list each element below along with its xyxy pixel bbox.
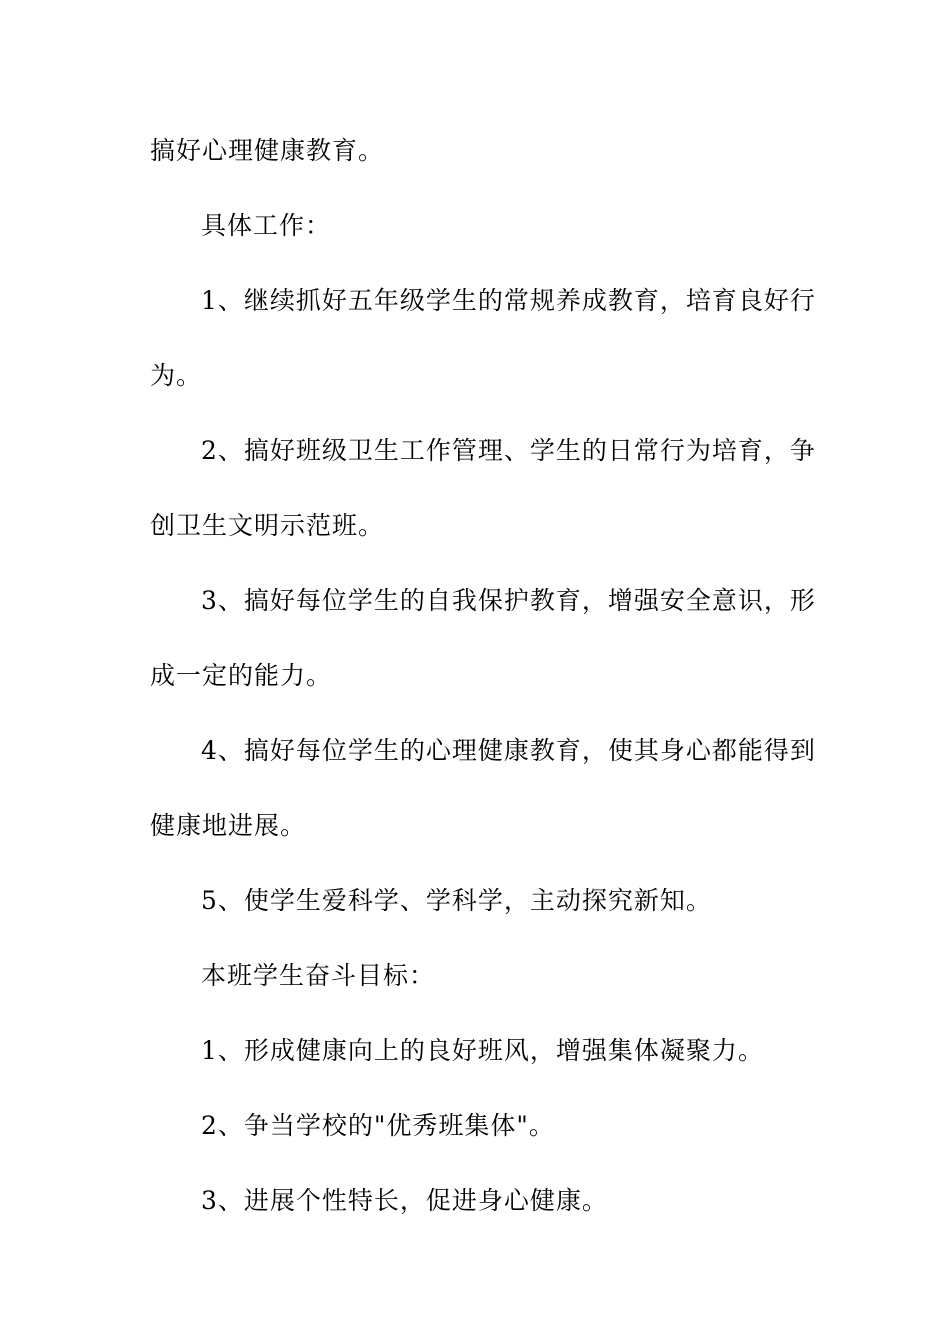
- text-line: 为。: [150, 361, 203, 390]
- text-line: 创卫生文明示范班。: [150, 511, 385, 540]
- text-line: 1、形成健康向上的良好班风，增强集体凝聚力。: [201, 1036, 764, 1065]
- text-line: 4、搞好每位学生的心理健康教育，使其身心都能得到: [201, 736, 816, 765]
- text-line: 2、争当学校的"优秀班集体"。: [201, 1111, 555, 1140]
- text-line: 3、搞好每位学生的自我保护教育，增强安全意识，形: [201, 586, 816, 615]
- text-line: 2、搞好班级卫生工作管理、学生的日常行为培育，争: [201, 436, 816, 465]
- text-line: 1、继续抓好五年级学生的常规养成教育，培育良好行: [201, 286, 816, 315]
- text-line: 搞好心理健康教育。: [150, 136, 385, 165]
- text-line: 3、进展个性特长，促进身心健康。: [201, 1186, 608, 1215]
- text-line: 成一定的能力。: [150, 661, 333, 690]
- text-line: 健康地进展。: [150, 811, 307, 840]
- text-line: 具体工作：: [201, 211, 332, 240]
- text-line: 本班学生奋斗目标：: [201, 961, 436, 990]
- text-line: 5、使学生爱科学、学科学，主动探究新知。: [201, 886, 712, 915]
